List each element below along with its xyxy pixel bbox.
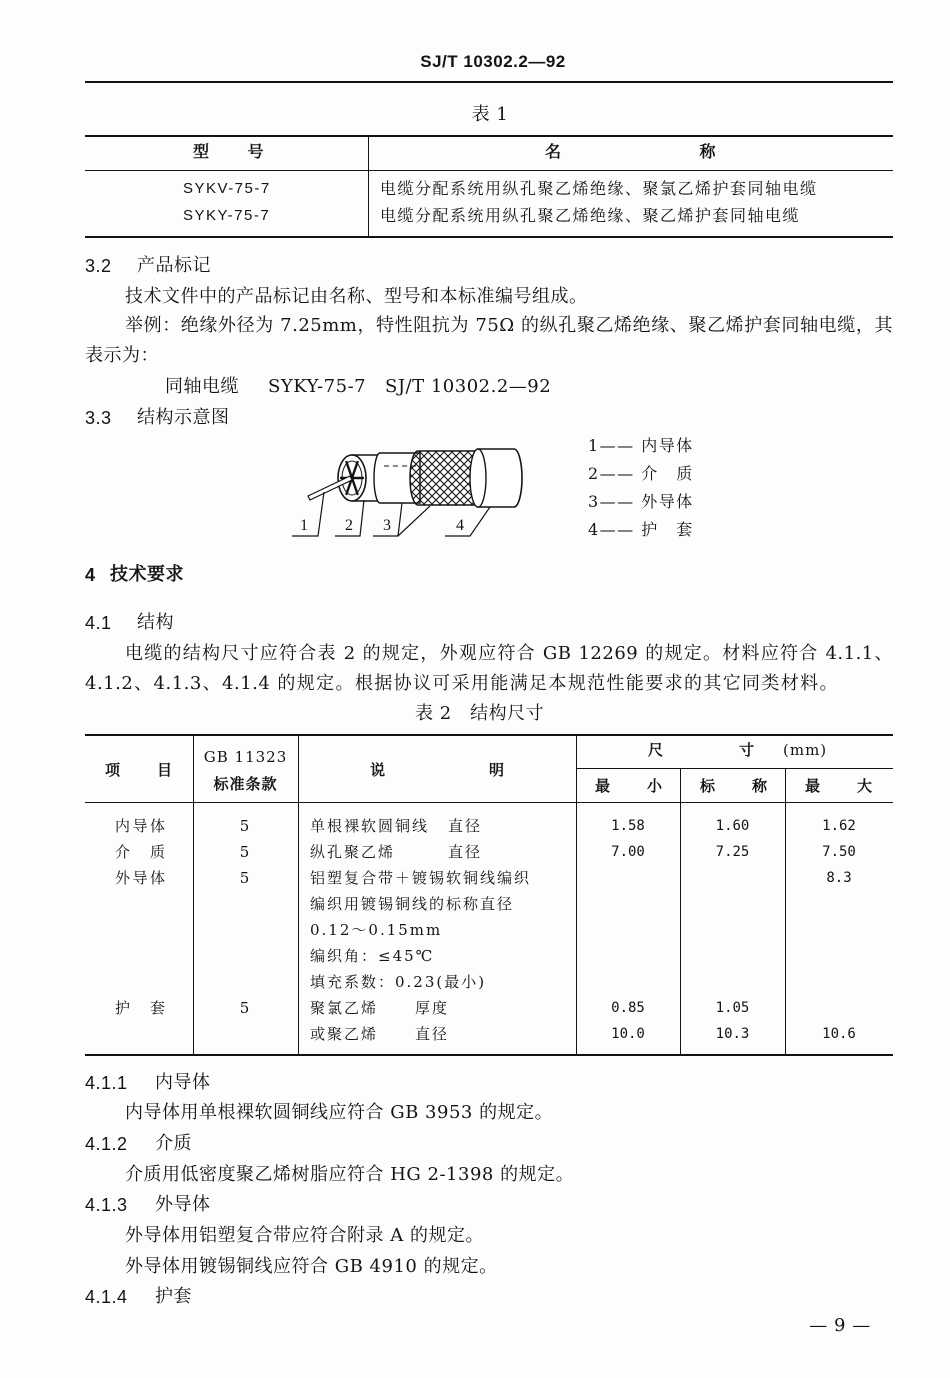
- paragraph-line: 4.1.2、4.1.3、4.1.4 的规定。根据协议可采用能满足本规范性能要求的其它同类材料。: [85, 673, 838, 694]
- table2-header-nominal: 标 称: [700, 777, 768, 795]
- row-nominal: 10.3: [715, 1026, 750, 1042]
- table1-row-name: 电缆分配系统用纵孔聚乙烯绝缘、聚乙烯护套同轴电缆: [380, 206, 801, 225]
- row-min: 10.0: [611, 1026, 645, 1042]
- row-max: 7.50: [822, 844, 856, 860]
- section-title: 结构: [137, 612, 174, 633]
- paragraph: 介质用低密度聚乙烯树脂应符合 HG 2-1398 的规定。: [125, 1164, 575, 1185]
- table1-bottom-rule: [85, 236, 893, 238]
- table2-header-item: 项 目: [105, 761, 173, 779]
- row-item: 内导体: [115, 817, 167, 835]
- row-min: 7.00: [611, 844, 645, 860]
- table1-top-rule: [85, 135, 893, 137]
- cable-structure-diagram: [280, 440, 540, 550]
- row-clause: 5: [239, 843, 252, 861]
- header-rule: [85, 81, 893, 83]
- row-description-continued: 编织用镀锡铜线的标称直径: [310, 895, 515, 913]
- section-number: 3.3: [85, 408, 112, 428]
- section-number: 4.1.3: [85, 1195, 128, 1215]
- row-description: 纵孔聚乙烯: [310, 843, 396, 861]
- table2-header-rule: [85, 802, 893, 803]
- table2-header-max: 最 大: [805, 777, 873, 795]
- example-line-continued: 表示为：: [85, 345, 159, 366]
- row-item: 护 套: [115, 999, 167, 1017]
- table2-size-subheader-rule: [576, 768, 893, 769]
- table2-bottom-rule: [85, 1054, 893, 1056]
- table2-header-clause-code: GB 11323: [203, 748, 288, 766]
- leader-line-3: [373, 503, 430, 536]
- section-title: 介质: [155, 1133, 192, 1154]
- row-item: 外导体: [115, 869, 167, 887]
- row-description: 单根裸软圆铜线: [310, 817, 430, 835]
- table1-column-divider: [368, 136, 369, 237]
- row-item: 介 质: [115, 843, 167, 861]
- table1-row-model: SYKV-75-7: [183, 180, 271, 197]
- section-title: 外导体: [155, 1194, 211, 1215]
- row-description: 聚氯乙烯: [310, 999, 379, 1017]
- paragraph: 外导体用铝塑复合带应符合附录 A 的规定。: [125, 1225, 484, 1246]
- table2-header-min: 最 小: [595, 777, 663, 795]
- section-number: 4.1.2: [85, 1134, 128, 1154]
- jacket-cut-face: [470, 449, 486, 507]
- table2-header-clause-label: 标准条款: [213, 775, 278, 793]
- section-number: 4.1: [85, 613, 112, 633]
- table2-column-divider: [785, 768, 786, 1055]
- table1-header-name: 名 称: [545, 142, 717, 161]
- row-description-continued: 0.12～0.15mm: [310, 921, 443, 939]
- section-title: 护套: [155, 1286, 192, 1307]
- table1-header-rule: [85, 170, 893, 171]
- paragraph: 技术文件中的产品标记由名称、型号和本标准编号组成。: [125, 286, 588, 307]
- section-title: 技术要求: [110, 564, 184, 585]
- row-max: 8.3: [826, 870, 852, 886]
- table1-row-name: 电缆分配系统用纵孔聚乙烯绝缘、聚氯乙烯护套同轴电缆: [380, 179, 818, 198]
- table1-header-model: 型 号: [193, 142, 265, 161]
- row-parameter: 厚度: [415, 999, 450, 1017]
- leader-line-1: [292, 492, 324, 536]
- row-description: 铝塑复合带＋镀锡软铜线编织: [310, 869, 532, 887]
- legend-item: 3—— 外导体: [588, 492, 694, 511]
- row-description-continued: 填充系数：0.23(最小): [310, 973, 487, 991]
- row-clause: 5: [239, 999, 252, 1017]
- example-line: 举例：绝缘外径为 7.25mm，特性阻抗为 75Ω 的纵孔聚乙烯绝缘、聚乙烯护套同轴电缆，其: [125, 315, 893, 336]
- marking-name: 同轴电缆: [165, 376, 239, 397]
- table1-row-model: SYKY-75-7: [183, 207, 271, 224]
- leader-line-4: [445, 507, 490, 536]
- callout-number: 3: [383, 517, 391, 534]
- legend-item: 4—— 护 套: [588, 520, 694, 539]
- table2-column-divider: [298, 735, 299, 1055]
- row-description: 或聚乙烯: [310, 1025, 379, 1043]
- table2-caption: 表 2 结构尺寸: [415, 703, 545, 724]
- legend-item: 1—— 内导体: [588, 436, 694, 455]
- paragraph: 内导体用单根裸软圆铜线应符合 GB 3953 的规定。: [125, 1102, 554, 1123]
- section-title: 内导体: [155, 1072, 211, 1093]
- standard-code-header: SJ/T 10302.2—92: [420, 52, 566, 71]
- paragraph-line: 电缆的结构尺寸应符合表 2 的规定，外观应符合 GB 12269 的规定。材料应符合 4.1.1、: [125, 643, 893, 664]
- section-title: 结构示意图: [137, 407, 230, 428]
- row-clause: 5: [239, 817, 252, 835]
- page-number: — 9 —: [809, 1315, 871, 1336]
- section-title: 产品标记: [137, 255, 211, 276]
- row-max: 10.6: [822, 1026, 856, 1042]
- paragraph: 外导体用镀锡铜线应符合 GB 4910 的规定。: [125, 1256, 498, 1277]
- legend-item: 2—— 介 质: [588, 464, 694, 483]
- row-clause: 5: [239, 869, 252, 887]
- row-max: 1.62: [822, 818, 856, 834]
- row-nominal: 1.60: [715, 818, 750, 834]
- row-min: 1.58: [611, 818, 645, 834]
- callout-number: 2: [345, 517, 353, 534]
- row-parameter: 直径: [448, 843, 483, 861]
- section-number: 4.1.4: [85, 1287, 128, 1307]
- row-min: 0.85: [611, 1000, 645, 1016]
- row-description-continued: 编织角：≤45℃: [310, 947, 435, 965]
- callout-number: 1: [300, 517, 308, 534]
- row-parameter: 直径: [415, 1025, 450, 1043]
- table2-header-size-unit: (mm): [783, 741, 828, 759]
- table2-header-size: 尺 寸: [648, 741, 755, 759]
- table1-caption: 表 1: [471, 104, 509, 125]
- section-number: 4.1.1: [85, 1073, 128, 1093]
- section-number: 4: [85, 565, 96, 585]
- marking-model: SYKY-75-7: [268, 376, 367, 397]
- table2-top-rule: [85, 734, 893, 736]
- section-number: 3.2: [85, 256, 112, 276]
- row-parameter: 直径: [448, 817, 483, 835]
- callout-number: 4: [456, 517, 464, 534]
- table2-header-description: 说 明: [370, 761, 505, 779]
- row-nominal: 7.25: [715, 844, 750, 860]
- row-nominal: 1.05: [715, 1000, 750, 1016]
- marking-standard: SJ/T 10302.2—92: [385, 376, 552, 397]
